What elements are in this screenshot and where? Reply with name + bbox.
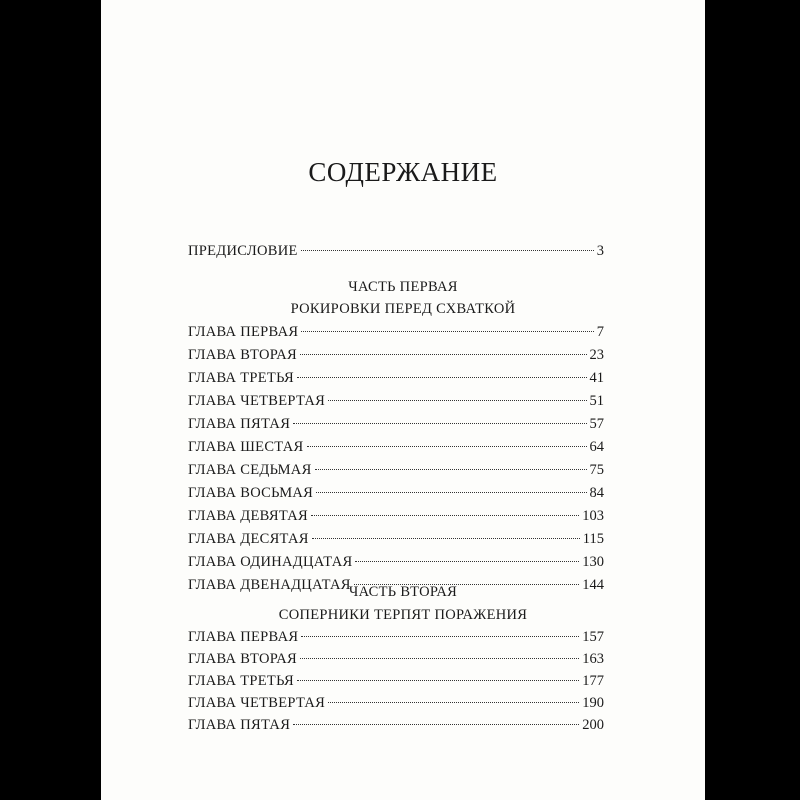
toc-entry [188, 650, 604, 668]
dot-leader [316, 492, 586, 493]
toc-entry-label: ГЛАВА ПЯТАЯ [188, 717, 291, 733]
dot-leader [311, 515, 579, 516]
toc-entry-label: ГЛАВА ПЕРВАЯ [188, 629, 299, 645]
toc-entry-label: ГЛАВА ТРЕТЬЯ [188, 673, 294, 689]
toc-entry [188, 530, 604, 548]
dot-leader [297, 377, 587, 378]
toc-entry-page: 7 [596, 324, 604, 340]
toc-entry-page: 3 [596, 243, 604, 259]
toc-entry [188, 628, 604, 646]
toc-entry [188, 323, 604, 341]
toc-entry-page: 163 [582, 651, 604, 667]
page-title: СОДЕРЖАНИЕ [308, 157, 498, 187]
toc-entry-label: ГЛАВА ВТОРАЯ [188, 347, 298, 363]
toc-entry-label: ГЛАВА ДВЕНАДЦАТАЯ [188, 577, 351, 593]
dot-leader [301, 331, 593, 332]
dot-leader [301, 250, 594, 251]
dot-leader [293, 423, 586, 424]
toc-entry-page: 103 [582, 508, 604, 524]
toc-entry [188, 369, 604, 387]
toc-entry-label: ГЛАВА ОДИНАДЦАТАЯ [188, 554, 353, 570]
toc-entry-label: ГЛАВА ЧЕТВЕРТАЯ [188, 695, 326, 711]
toc-entry [188, 346, 604, 364]
toc-entry [188, 461, 604, 479]
toc-entry-page: 84 [589, 485, 604, 501]
dot-leader [328, 702, 579, 703]
toc-entry-label: ГЛАВА ПЯТАЯ [188, 416, 291, 432]
toc-entry-label: ГЛАВА ПЕРВАЯ [188, 324, 299, 340]
toc-entry-page: 23 [589, 347, 604, 363]
part-heading: ЧАСТЬ ВТОРАЯ [348, 584, 458, 600]
dot-leader [315, 469, 587, 470]
toc-entry [188, 415, 604, 433]
dot-leader [307, 446, 587, 447]
dot-leader [301, 636, 579, 637]
toc-entry [188, 716, 604, 734]
toc-entry-label: ГЛАВА ДЕСЯТАЯ [188, 531, 309, 547]
toc-entry-page: 75 [589, 462, 604, 478]
toc-entry-label: ГЛАВА ДЕВЯТАЯ [188, 508, 308, 524]
toc-entry-label: ГЛАВА СЕДЬМАЯ [188, 462, 312, 478]
toc-entry-page: 177 [582, 673, 604, 689]
toc-entry [188, 553, 604, 571]
dot-leader [328, 400, 586, 401]
toc-entry-page: 144 [582, 577, 604, 593]
toc-entry [188, 484, 604, 502]
toc-entry-page: 130 [582, 554, 604, 570]
toc-entry-label: ГЛАВА ВТОРАЯ [188, 651, 298, 667]
toc-entry-preface [188, 242, 604, 260]
toc-entry-page: 41 [589, 370, 604, 386]
toc-entry-page: 190 [582, 695, 604, 711]
toc-entry-label: ГЛАВА ТРЕТЬЯ [188, 370, 294, 386]
dot-leader [293, 724, 579, 725]
dot-leader [312, 538, 580, 539]
toc-entry [188, 672, 604, 690]
dot-leader [300, 658, 579, 659]
toc-entry-label: ПРЕДИСЛОВИЕ [188, 243, 298, 259]
toc-entry-label: ГЛАВА ЧЕТВЕРТАЯ [188, 393, 326, 409]
toc-entry-label: ГЛАВА ВОСЬМАЯ [188, 485, 314, 501]
toc-entry-page: 51 [589, 393, 604, 409]
part-subtitle: РОКИРОВКИ ПЕРЕД СХВАТКОЙ [290, 301, 516, 317]
toc-entry-page: 200 [582, 717, 604, 733]
toc-entry-page: 64 [589, 439, 604, 455]
toc-entry-page: 57 [589, 416, 604, 432]
book-page [101, 0, 705, 800]
toc-entry [188, 694, 604, 712]
dot-leader [355, 561, 579, 562]
toc-entry-page: 115 [582, 531, 604, 547]
toc-entry-label: ГЛАВА ШЕСТАЯ [188, 439, 304, 455]
toc-entry [188, 392, 604, 410]
part-heading: ЧАСТЬ ПЕРВАЯ [348, 279, 458, 295]
dot-leader [297, 680, 579, 681]
toc-entry [188, 507, 604, 525]
dot-leader [300, 354, 586, 355]
toc-entry [188, 438, 604, 456]
toc-entry-page: 157 [582, 629, 604, 645]
part-subtitle: СОПЕРНИКИ ТЕРПЯТ ПОРАЖЕНИЯ [278, 607, 528, 623]
